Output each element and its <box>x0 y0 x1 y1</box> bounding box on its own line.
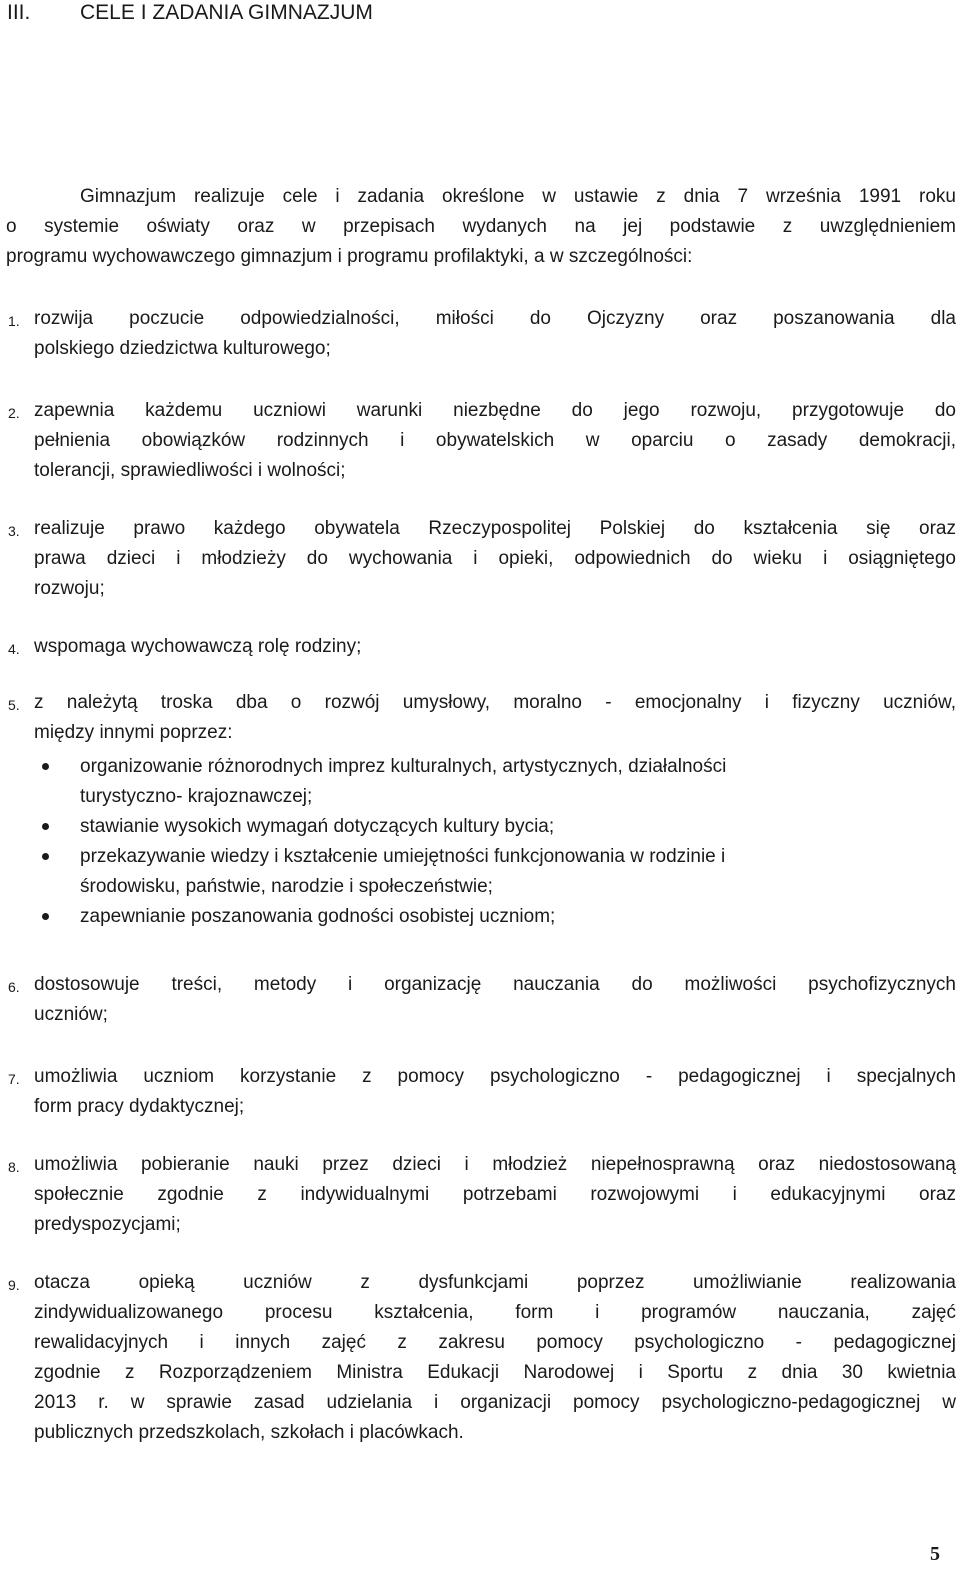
intro-line: programu wychowawczego gimnazjum i programu profilaktyki, a w szczególności: <box>6 246 693 267</box>
text-line: dostosowuje treści, metody i organizację nauczania do możliwości psychofizycznych <box>34 974 956 995</box>
section-title: CELE I ZADANIA GIMNAZJUM <box>80 1 373 24</box>
list-item-number: 1. <box>8 313 20 329</box>
list-item-number: 8. <box>8 1159 20 1175</box>
text-line: publicznych przedszkolach, szkołach i placówkach. <box>34 1422 464 1443</box>
bullet-item <box>34 902 934 932</box>
text-line: rewalidacyjnych i innych zajęć z zakresu pomocy psychologiczno - pedagogicznej <box>34 1332 956 1353</box>
list-item-text <box>34 688 956 748</box>
text-line: realizuje prawo każdego obywatela Rzeczypospolitej Polskiej do kształcenia się oraz <box>34 518 956 539</box>
text-line: umożliwia uczniom korzystanie z pomocy psychologiczno - pedagogicznej i specjalnych <box>34 1066 956 1087</box>
text-line: organizowanie różnorodnych imprez kulturalnych, artystycznych, działalności <box>80 756 727 777</box>
list-item-number: 7. <box>8 1071 20 1087</box>
list-item-text <box>34 514 956 604</box>
list-item-number: 5. <box>8 697 20 713</box>
bullet-list <box>34 752 934 932</box>
text-line: polskiego dziedzictwa kulturowego; <box>34 338 331 359</box>
list-item-number: 2. <box>8 405 20 421</box>
text-line: turystyczno- krajoznawczej; <box>80 786 313 807</box>
bullet-item <box>34 812 934 842</box>
bullet-icon <box>42 853 49 860</box>
text-line: społecznie zgodnie z indywidualnymi potrzebami rozwojowymi i edukacyjnymi oraz <box>34 1184 956 1205</box>
text-line: prawa dzieci i młodzieży do wychowania i opieki, odpowiednich do wieku i osiągniętego <box>34 548 956 569</box>
list-item-text <box>34 396 956 486</box>
text-line: tolerancji, sprawiedliwości i wolności; <box>34 460 346 481</box>
section-heading <box>7 0 373 26</box>
text-line: uczniów; <box>34 1004 108 1025</box>
list-item-number: 9. <box>8 1277 20 1293</box>
list-item-text <box>34 1268 956 1448</box>
list-item-text <box>34 970 956 1030</box>
list-item-number: 6. <box>8 979 20 995</box>
list-item-number: 4. <box>8 641 20 657</box>
page-number: 5 <box>930 1543 940 1565</box>
text-line: między innymi poprzez: <box>34 722 233 743</box>
list-item-text <box>34 304 956 364</box>
list-item-text <box>34 1062 956 1122</box>
list-item-text <box>34 1150 956 1240</box>
intro-line: o systemie oświaty oraz w przepisach wydanych na jej podstawie z uwzględnieniem <box>6 216 956 237</box>
intro-line: Gimnazjum realizuje cele i zadania określone w ustawie z dnia 7 września 1991 roku <box>80 186 956 207</box>
text-line: stawianie wysokich wymagań dotyczących kultury bycia; <box>80 816 555 837</box>
text-line: wspomaga wychowawczą rolę rodziny; <box>34 636 362 657</box>
text-line: otacza opieką uczniów z dysfunkcjami poprzez umożliwianie realizowania <box>34 1272 956 1293</box>
bullet-item <box>34 752 934 812</box>
bullet-icon <box>42 823 49 830</box>
text-line: z należytą troska dba o rozwój umysłowy, moralno - emocjonalny i fizyczny uczniów, <box>34 692 956 713</box>
bullet-icon <box>42 763 49 770</box>
text-line: zindywidualizowanego procesu kształcenia, form i programów nauczania, zajęć <box>34 1302 956 1323</box>
text-line: zapewnianie poszanowania godności osobistej uczniom; <box>80 906 556 927</box>
text-line: zgodnie z Rozporządzeniem Ministra Edukacji Narodowej i Sportu z dnia 30 kwietnia <box>34 1362 956 1383</box>
list-item-number: 3. <box>8 523 20 539</box>
list-item-text <box>34 632 956 662</box>
text-line: pełnienia obowiązków rodzinnych i obywatelskich w oparciu o zasady demokracji, <box>34 430 956 451</box>
intro-paragraph <box>6 182 956 272</box>
text-line: umożliwia pobieranie nauki przez dzieci i młodzież niepełnosprawną oraz niedostosowaną <box>34 1154 956 1175</box>
text-line: zapewnia każdemu uczniowi warunki niezbędne do jego rozwoju, przygotowuje do <box>34 400 956 421</box>
bullet-item <box>34 842 934 902</box>
text-line: środowisku, państwie, narodzie i społeczeństwie; <box>80 876 493 897</box>
section-number: III. <box>7 1 31 24</box>
text-line: przekazywanie wiedzy i kształcenie umiejętności funkcjonowania w rodzinie i <box>80 846 726 867</box>
text-line: rozwija poczucie odpowiedzialności, miłości do Ojczyzny oraz poszanowania dla <box>34 308 956 329</box>
text-line: rozwoju; <box>34 578 105 599</box>
text-line: 2013 r. w sprawie zasad udzielania i organizacji pomocy psychologiczno-pedagogicznej w <box>34 1392 956 1413</box>
text-line: predyspozycjami; <box>34 1214 181 1235</box>
text-line: form pracy dydaktycznej; <box>34 1096 245 1117</box>
bullet-icon <box>42 913 49 920</box>
